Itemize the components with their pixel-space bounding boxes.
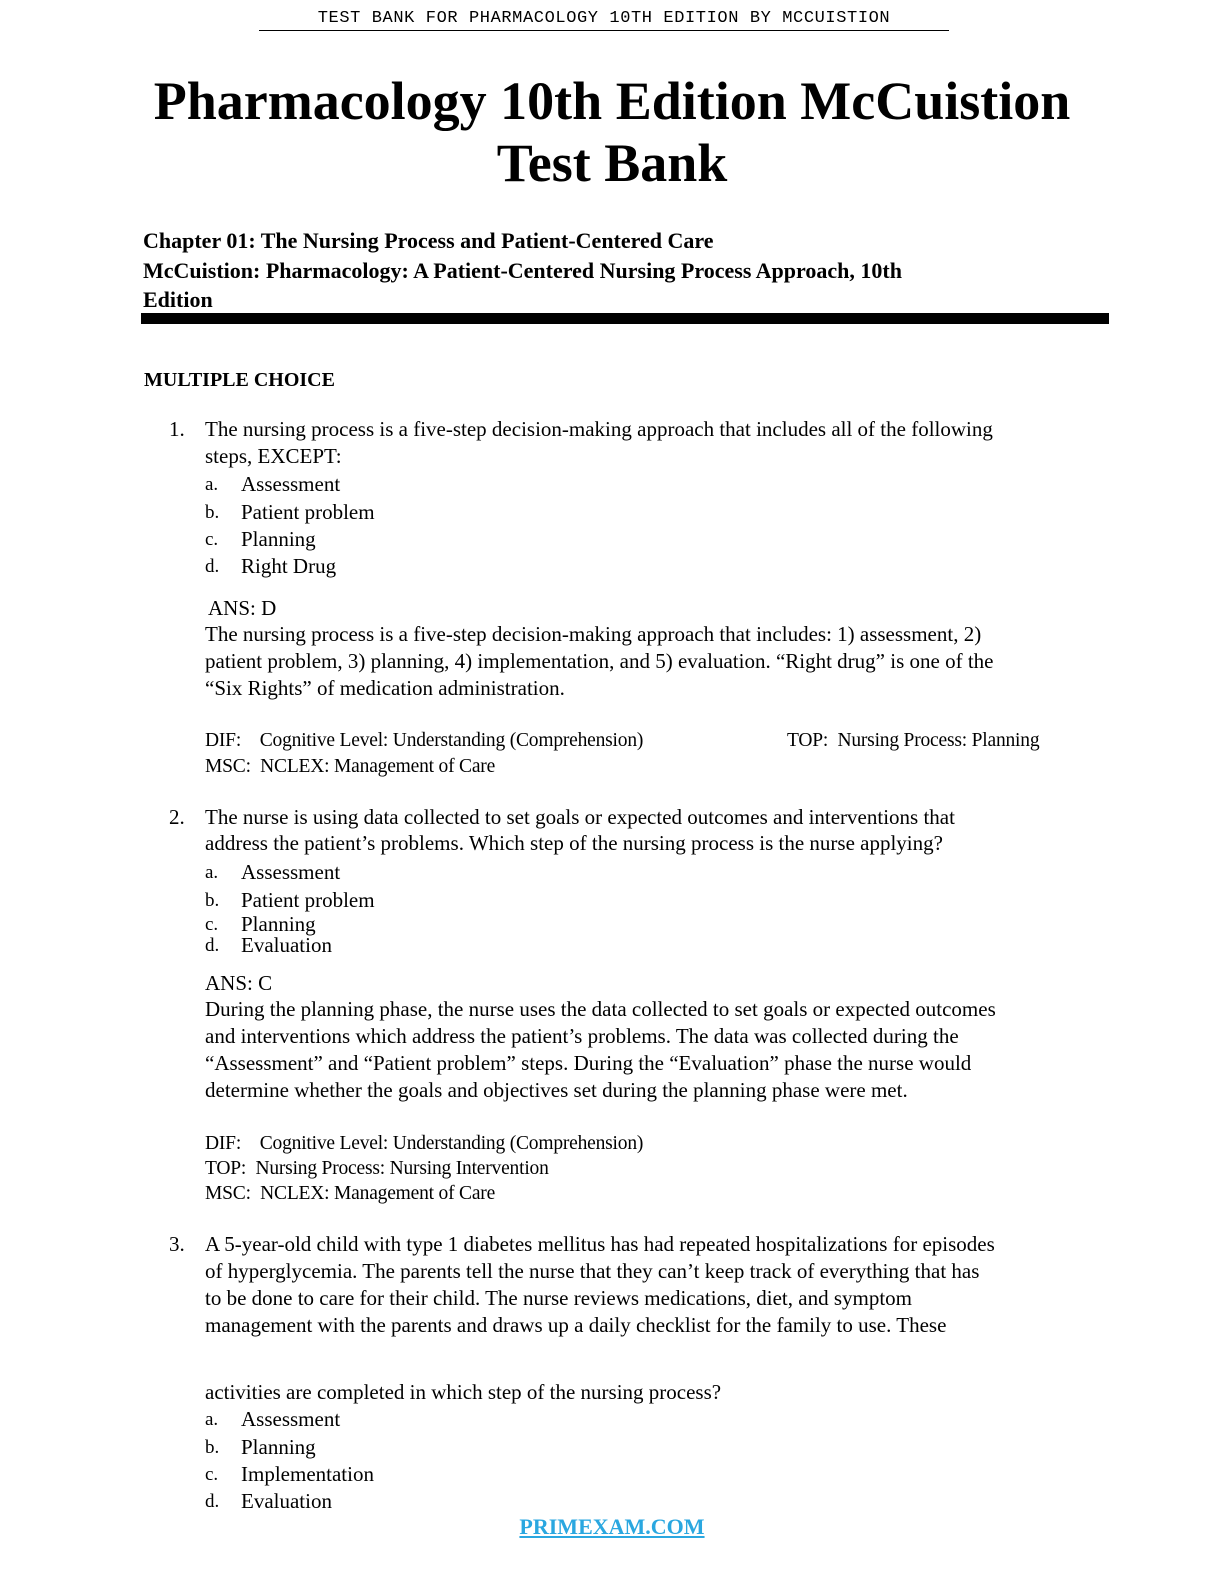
question-1-topic: TOP: Nursing Process: Planning <box>787 730 1040 751</box>
question-3-number: 3. <box>169 1232 185 1256</box>
question-2-option-c: Planning <box>241 912 316 936</box>
question-1-msc: MSC: NCLEX: Management of Care <box>205 756 496 777</box>
question-3-stem-line-2: of hyperglycemia. The parents tell the nurse that they can’t keep track of everything that has <box>205 1259 980 1283</box>
question-1-option-b: Patient problem <box>241 500 375 524</box>
book-title-line-2: Edition <box>143 287 213 312</box>
question-2-option-d: Evaluation <box>241 933 332 957</box>
footer-watermark-link[interactable] <box>0 1514 1224 1540</box>
question-2-option-b-letter: b. <box>205 890 220 911</box>
question-1-number: 1. <box>169 417 185 441</box>
question-2-option-a-letter: a. <box>205 862 219 883</box>
question-1-answer: ANS: D <box>208 596 277 620</box>
question-1-option-d-letter: d. <box>205 556 220 577</box>
book-title-line-1: McCuistion: Pharmacology: A Patient-Centered Nursing Process Approach, 10th <box>143 258 902 283</box>
question-2-number: 2. <box>169 805 185 829</box>
question-1-rationale-line-2: patient problem, 3) planning, 4) implementation, and 5) evaluation. “Right drug” is one of the <box>205 649 994 673</box>
question-2-option-c-letter: c. <box>205 914 219 935</box>
question-1-option-a-letter: a. <box>205 474 219 495</box>
question-1-rationale-line-1: The nursing process is a five-step decision-making approach that includes: 1) assessment, 2) <box>205 622 982 646</box>
footer-watermark-text[interactable]: PRIMEXAM.COM <box>519 1514 705 1539</box>
question-2-msc: MSC: NCLEX: Management of Care <box>205 1183 496 1204</box>
question-3-option-d: Evaluation <box>241 1489 332 1513</box>
question-1-option-c: Planning <box>241 527 316 551</box>
question-1-stem-line-2: steps, EXCEPT: <box>205 444 342 468</box>
question-2-answer: ANS: C <box>205 971 273 995</box>
question-1-option-d: Right Drug <box>241 554 337 578</box>
question-2-option-a: Assessment <box>241 860 341 884</box>
question-3-option-b: Planning <box>241 1435 316 1459</box>
section-title: MULTIPLE CHOICE <box>144 369 335 391</box>
question-1-difficulty: DIF: Cognitive Level: Understanding (Comprehension) <box>205 730 644 751</box>
question-3-option-c-letter: c. <box>205 1464 219 1485</box>
question-1-stem-line-1: The nursing process is a five-step decision-making approach that includes all of the following <box>205 417 993 441</box>
question-3-option-a: Assessment <box>241 1407 341 1431</box>
question-2-stem-line-1: The nurse is using data collected to set goals or expected outcomes and interventions that <box>205 805 955 829</box>
heading-rule <box>141 313 1109 324</box>
question-2-rationale-line-3: “Assessment” and “Patient problem” steps. During the “Evaluation” phase the nurse would <box>205 1051 972 1075</box>
question-1-option-a: Assessment <box>241 472 341 496</box>
question-2-rationale-line-4: determine whether the goals and objectives set during the planning phase were met. <box>205 1078 908 1102</box>
question-3-option-d-letter: d. <box>205 1491 220 1512</box>
question-3-option-a-letter: a. <box>205 1409 219 1430</box>
question-3-stem-line-1: A 5-year-old child with type 1 diabetes mellitus has had repeated hospitalizations for episodes <box>205 1232 995 1256</box>
question-2-option-b: Patient problem <box>241 888 375 912</box>
question-3-option-c: Implementation <box>241 1462 374 1486</box>
document-title-line-1: Pharmacology 10th Edition McCuistion <box>153 71 1071 131</box>
question-2-rationale-line-1: During the planning phase, the nurse uses the data collected to set goals or expected outcomes <box>205 997 996 1021</box>
question-1-rationale-line-3: “Six Rights” of medication administration. <box>205 676 565 700</box>
document-title-line-2: Test Bank <box>496 133 728 193</box>
question-2-stem-line-2: address the patient’s problems. Which step of the nursing process is the nurse applying? <box>205 831 943 855</box>
question-3-stem-line-5: activities are completed in which step of the nursing process? <box>205 1380 722 1404</box>
question-1-option-b-letter: b. <box>205 502 220 523</box>
question-2-option-d-letter: d. <box>205 935 220 956</box>
question-2-topic: TOP: Nursing Process: Nursing Intervention <box>205 1158 549 1179</box>
question-3-stem-line-4: management with the parents and draws up a daily checklist for the family to use. These <box>205 1313 947 1337</box>
question-1-option-c-letter: c. <box>205 529 219 550</box>
question-2-difficulty: DIF: Cognitive Level: Understanding (Comprehension) <box>205 1133 644 1154</box>
running-header: TEST BANK FOR PHARMACOLOGY 10TH EDITION BY MCCUISTION <box>259 9 949 31</box>
question-2-rationale-line-2: and interventions which address the patient’s problems. The data was collected during the <box>205 1024 959 1048</box>
question-3-option-b-letter: b. <box>205 1437 220 1458</box>
question-3-stem-line-3: to be done to care for their child. The nurse reviews medications, diet, and symptom <box>205 1286 912 1310</box>
chapter-heading: Chapter 01: The Nursing Process and Patient-Centered Care <box>143 228 714 253</box>
